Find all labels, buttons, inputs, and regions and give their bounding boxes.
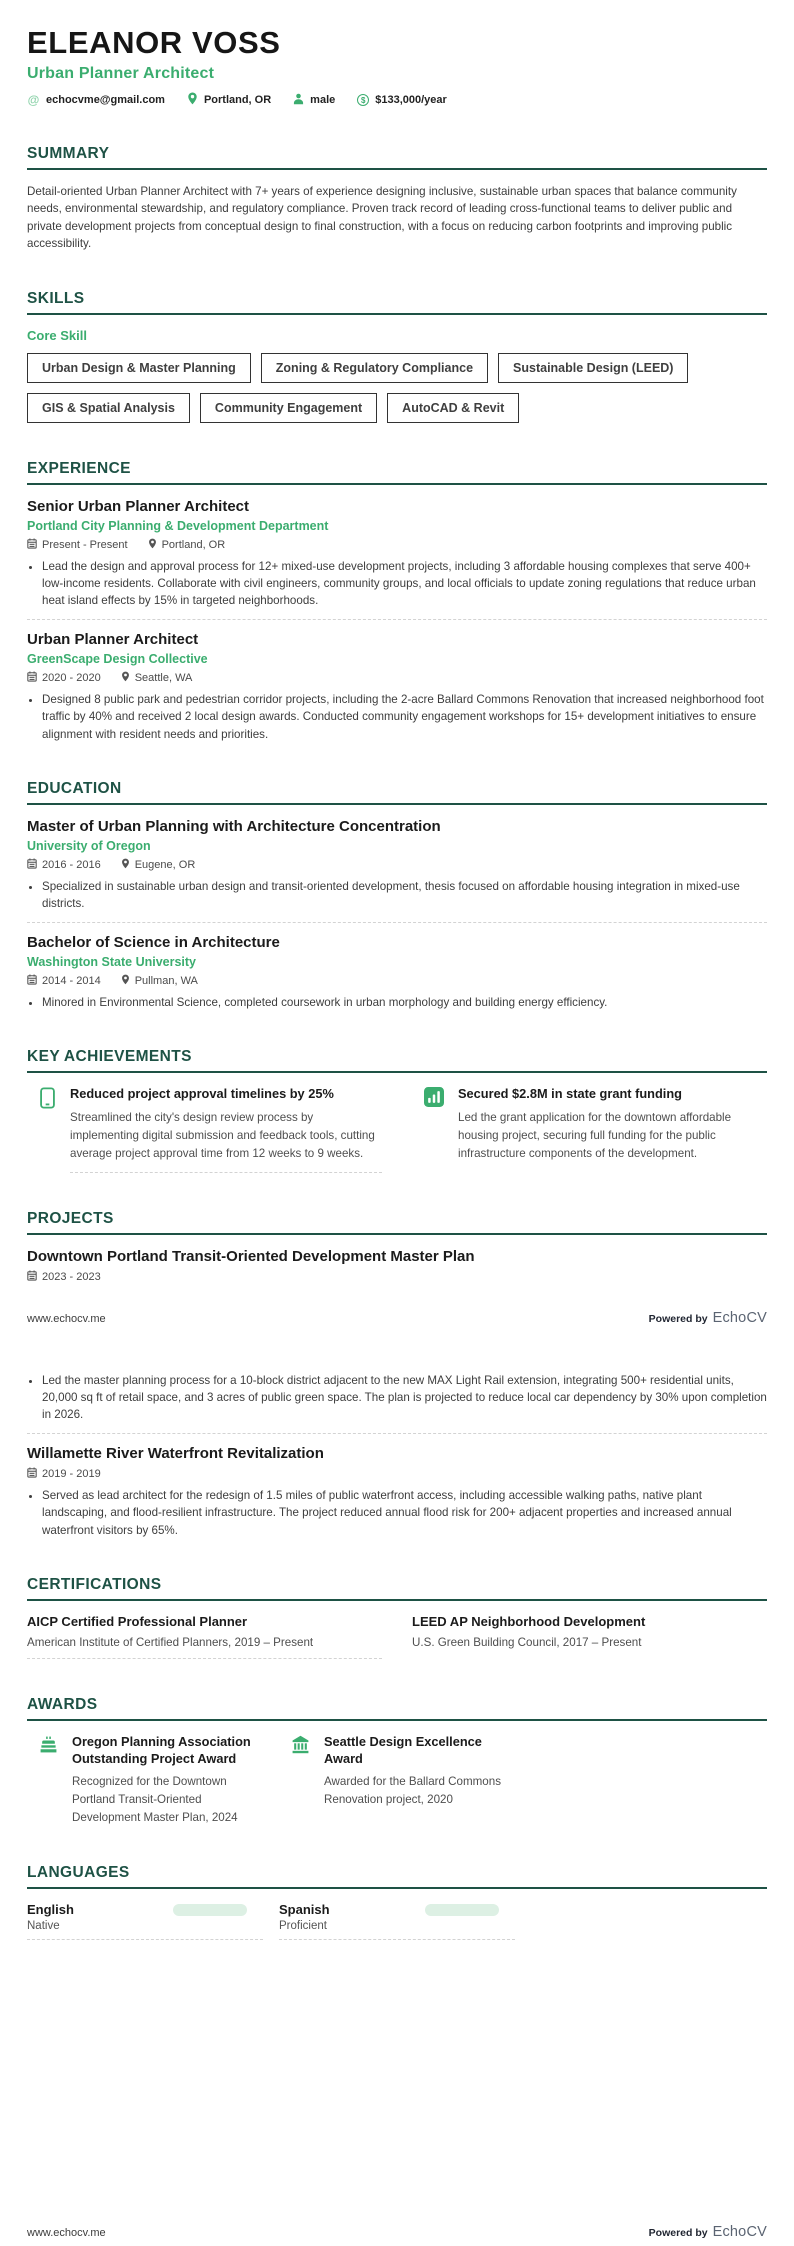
award-text: Recognized for the Downtown Portland Transit-Oriented Development Master Plan, 2024 (72, 1775, 238, 1825)
calendar-icon (27, 974, 37, 988)
page-break-footer (27, 1310, 767, 1326)
location-pin-icon (121, 858, 130, 872)
experience-title: Urban Planner Architect (27, 630, 199, 648)
achievement-item (27, 1086, 382, 1173)
tablet-icon (39, 1087, 56, 1114)
section-summary (27, 145, 767, 253)
language-proficiency-bar (173, 1904, 247, 1916)
calendar-icon (27, 1270, 37, 1284)
language-proficiency-bar (425, 1904, 499, 1916)
experience-company: Portland City Planning & Development Department (27, 518, 329, 533)
salary-icon: $ (357, 94, 369, 106)
page-bottom-footer (27, 2224, 767, 2240)
language-item (279, 1902, 515, 1940)
achievements-grid (27, 1086, 767, 1173)
achievement-text: Streamlined the city's design review process by implementing digital submission and feedback tools, cutting average project approval time from 12 weeks to 9 weeks. (70, 1110, 375, 1160)
section-certifications (27, 1576, 767, 1659)
skill-chip: Zoning & Regulatory Compliance (261, 353, 488, 383)
projects-heading: PROJECTS (27, 1210, 767, 1235)
summary-text: Detail-oriented Urban Planner Architect with 7+ years of experience designing inclusive, sustainable urban spaces that balance community needs, environmental stewardship, and regulatory compliance. Proven track record of leading cross-functional teams to deliver public and private development projects from conceptual design to final construction, with a focus on reducing carbon footprints and improving public accessibility. (27, 185, 737, 251)
contact-email (27, 94, 165, 107)
person-name: ELEANOR VOSS (27, 25, 281, 60)
powered-by (649, 1310, 767, 1326)
education-school: Washington State University (27, 954, 197, 969)
education-bullets (27, 994, 767, 1011)
education-dates: 2016 - 2016 (27, 858, 101, 872)
awards-grid (27, 1734, 767, 1827)
language-name: Spanish (279, 1902, 330, 1918)
person-job-title: Urban Planner Architect (27, 65, 215, 83)
language-row (27, 1902, 263, 1917)
awards-heading: AWARDS (27, 1696, 767, 1721)
achievement-title: Reduced project approval timelines by 25% (70, 1086, 334, 1102)
bar-chart-icon (424, 1087, 444, 1112)
cake-award-icon (39, 1735, 58, 1759)
section-projects (27, 1210, 767, 1539)
language-name: English (27, 1902, 74, 1918)
achievement-item (412, 1086, 767, 1173)
powered-by-prefix: Powered by (648, 1312, 708, 1325)
achievement-body (458, 1086, 767, 1163)
experience-item (27, 498, 767, 620)
experience-bullet: • Lead the design and approval process for 12+ mixed-use development projects, including 3 affordable housing complexes that serve 400+ low-income residents. Collaborate with civil engineers, community groups, and local officials to update zoning regulations that reduce urban heat island effects by 15% in targeted neighborhoods. (42, 558, 767, 610)
project-meta (27, 1467, 767, 1481)
project-item (27, 1248, 767, 1434)
award-title: Seattle Design Excellence Award (324, 1734, 482, 1766)
experience-meta (27, 671, 767, 685)
award-body (324, 1734, 515, 1809)
location-pin-icon (121, 974, 130, 988)
calendar-icon (27, 1467, 37, 1481)
contact-email-text: echocvme@gmail.com (46, 94, 165, 107)
skill-chip: Sustainable Design (LEED) (498, 353, 688, 383)
experience-bullets (27, 558, 767, 610)
education-degree: Master of Urban Planning with Architecture Concentration (27, 818, 441, 835)
echocv-brand-link[interactable]: EchoCV (712, 1309, 767, 1326)
project-bullets (27, 1487, 767, 1539)
experience-heading: EXPERIENCE (27, 460, 767, 485)
education-meta (27, 858, 767, 872)
achievements-heading: KEY ACHIEVEMENTS (27, 1048, 767, 1073)
experience-location: Portland, OR (148, 538, 226, 552)
location-pin-icon (121, 671, 130, 685)
footer-site-link[interactable]: www.echocv.me (27, 1312, 106, 1325)
education-bullets (27, 878, 767, 913)
calendar-icon (27, 671, 37, 685)
summary-heading: SUMMARY (27, 145, 767, 170)
experience-company: GreenScape Design Collective (27, 651, 208, 666)
languages-heading: LANGUAGES (27, 1864, 767, 1889)
education-meta (27, 974, 767, 988)
experience-bullet: • Designed 8 public park and pedestrian corridor projects, including the 2-acre Ballard Commons Renovation that increased neighborhood foot traffic by 40% and received 2 local design awards. Conducted community engagement workshops for 15+ development initiatives to ensure alignment with resident needs and priorities. (42, 691, 767, 743)
footer-site-link[interactable]: www.echocv.me (27, 2227, 106, 2239)
section-awards (27, 1696, 767, 1827)
location-pin-icon (148, 538, 157, 552)
certifications-heading: CERTIFICATIONS (27, 1576, 767, 1601)
award-item (279, 1734, 515, 1827)
project-dates: 2019 - 2019 (27, 1467, 101, 1481)
certifications-grid (27, 1614, 767, 1659)
certification-item (27, 1614, 382, 1659)
project-dates: 2023 - 2023 (27, 1270, 101, 1284)
education-school: University of Oregon (27, 839, 151, 853)
project-item (27, 1445, 767, 1539)
certification-title: LEED AP Neighborhood Development (412, 1614, 646, 1630)
entry-divider (27, 1658, 382, 1659)
experience-dates: 2020 - 2020 (27, 671, 101, 685)
bank-building-icon (291, 1735, 310, 1759)
experience-title: Senior Urban Planner Architect (27, 497, 249, 515)
award-text: Awarded for the Ballard Commons Renovation project, 2020 (324, 1775, 501, 1807)
language-level: Native (27, 1920, 60, 1933)
certification-issuer: American Institute of Certified Planners, 2019 – Present (27, 1636, 314, 1650)
powered-by (649, 2224, 767, 2240)
contact-location-text: Portland, OR (203, 94, 272, 107)
contact-gender (293, 93, 335, 108)
award-title: Oregon Planning Association Outstanding Project Award (72, 1734, 251, 1766)
award-body (72, 1734, 263, 1827)
project-meta (27, 1270, 767, 1284)
education-item (27, 818, 767, 923)
language-item (27, 1902, 263, 1940)
education-heading: EDUCATION (27, 780, 767, 805)
education-dates: 2014 - 2014 (27, 974, 101, 988)
mail-icon: @ (27, 93, 40, 108)
contact-salary-text: $133,000/year (375, 94, 447, 107)
education-degree: Bachelor of Science in Architecture (27, 933, 280, 951)
education-location: Pullman, WA (121, 974, 198, 988)
contact-salary (357, 94, 447, 106)
education-item (27, 934, 767, 1011)
section-achievements (27, 1048, 767, 1173)
education-location: Eugene, OR (121, 858, 196, 872)
section-education (27, 780, 767, 1011)
project-title: Downtown Portland Transit-Oriented Development Master Plan (27, 1247, 475, 1265)
achievement-title: Secured $2.8M in state grant funding (458, 1086, 682, 1102)
education-bullet: • Minored in Environmental Science, completed coursework in urban morphology and building energy efficiency. (42, 994, 767, 1011)
person-icon (293, 93, 304, 108)
contact-gender-text: male (310, 94, 336, 107)
echocv-brand-link[interactable]: EchoCV (712, 2224, 767, 2240)
calendar-icon (27, 538, 37, 552)
calendar-icon (27, 858, 37, 872)
resume-header (27, 26, 767, 108)
project-title: Willamette River Waterfront Revitalization (27, 1444, 324, 1462)
entry-divider (27, 1433, 767, 1434)
skills-heading: SKILLS (27, 290, 767, 315)
certification-item (412, 1614, 767, 1659)
experience-bullets (27, 691, 767, 743)
project-bullet: • Served as lead architect for the redesign of 1.5 miles of public waterfront access, including accessible walking paths, native plant landscaping, and flood-resilient infrastructure. The project reduced annual flood risk for 200+ adjacent properties and increased annual waterfront visitors by 65%. (42, 1487, 767, 1539)
experience-item (27, 631, 767, 743)
education-bullet: • Specialized in sustainable urban design and transit-oriented development, thesis focused on affordable housing integration in mixed-use districts. (42, 878, 767, 913)
skills-group-label: Core Skill (27, 327, 87, 343)
section-skills (27, 290, 767, 423)
languages-grid (27, 1902, 767, 1940)
certification-title: AICP Certified Professional Planner (27, 1614, 248, 1630)
language-row (279, 1902, 515, 1917)
award-item (27, 1734, 263, 1827)
skill-chip: AutoCAD & Revit (387, 393, 519, 423)
entry-divider (27, 922, 767, 923)
skill-chip: Urban Design & Master Planning (27, 353, 251, 383)
skill-chip: Community Engagement (200, 393, 377, 423)
contact-row (27, 92, 767, 108)
powered-by-prefix: Powered by (648, 2227, 708, 2239)
entry-divider (70, 1172, 382, 1173)
achievement-body (70, 1086, 382, 1173)
achievement-text: Led the grant application for the downtown affordable housing project, securing full funding for the public infrastructure components of the development. (458, 1110, 732, 1160)
section-languages (27, 1864, 767, 1940)
project-bullet: • Led the master planning process for a 10-block district adjacent to the new MAX Light Rail extension, integrating 500+ residential units, 20,000 sq ft of retail space, and 3 acres of public green space. The plan is projected to reduce local car dependency by 30% upon completion in 2026. (42, 1372, 767, 1424)
language-level: Proficient (279, 1920, 327, 1933)
certification-issuer: U.S. Green Building Council, 2017 – Present (412, 1636, 642, 1650)
skills-chip-list (27, 353, 767, 423)
section-experience (27, 460, 767, 743)
location-pin-icon (187, 92, 198, 108)
experience-location: Seattle, WA (121, 671, 193, 685)
project-bullets (27, 1372, 767, 1424)
skill-chip: GIS & Spatial Analysis (27, 393, 190, 423)
experience-dates: Present - Present (27, 538, 128, 552)
contact-location (187, 92, 271, 108)
entry-divider (27, 619, 767, 620)
experience-meta (27, 538, 767, 552)
